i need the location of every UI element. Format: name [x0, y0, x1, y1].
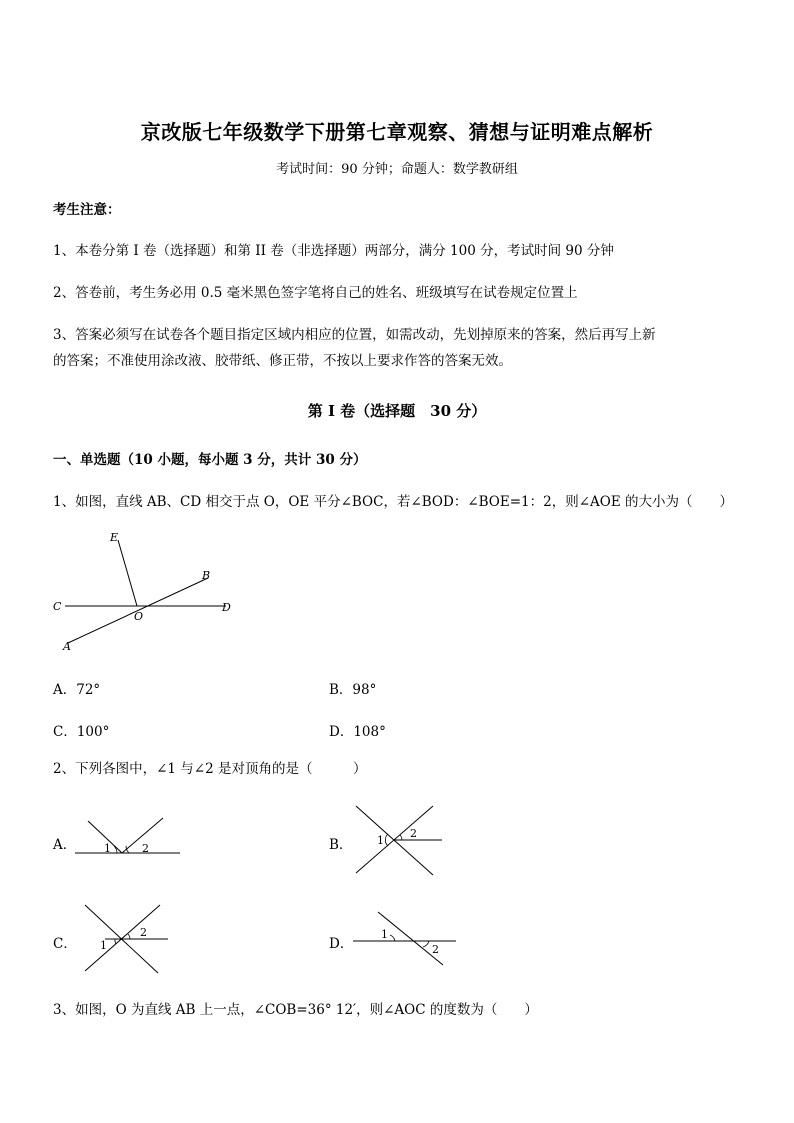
exam-info: 考试时间：90 分钟；命题人：数学教研组: [276, 162, 518, 177]
q2-option-a[interactable]: A．: [53, 837, 77, 853]
label-b: B: [202, 569, 211, 582]
notice-item-1: 1、本卷分第 I 卷（选择题）和第 II 卷（非选择题）两部分，满分 100 分，考试时间 90 分钟: [53, 243, 614, 259]
q2c-angle-2: 2: [140, 926, 147, 939]
q2-figure-c: [80, 900, 170, 978]
label-o: O: [134, 610, 144, 623]
q2-figure-d: [350, 905, 460, 970]
notice-item-3: 3、答案必须写在试卷各个题目指定区域内相应的位置，如需改动，先划掉原来的答案，然后再写上新: [53, 327, 656, 343]
question-2-text: 2、下列各图中，∠1 与∠2 是对顶角的是（ ）: [53, 761, 367, 777]
notice-heading: 考生注意：: [53, 202, 121, 218]
q2-option-c[interactable]: C．: [53, 936, 77, 952]
q1-option-b[interactable]: B．98°: [329, 682, 377, 698]
q1-option-d[interactable]: D．108°: [329, 724, 386, 740]
question-3-text: 3、如图，O 为直线 AB 上一点，∠COB=36° 12′，则∠AOC 的度数为（ ）: [53, 1002, 538, 1018]
document-title: 京改版七年级数学下册第七章观察、猜想与证明难点解析: [140, 120, 654, 144]
part-heading: 一、单选题（10 小题，每小题 3 分，共计 30 分）: [53, 452, 367, 468]
q2c-angle-1: 1: [100, 939, 107, 952]
q2b-angle-2: 2: [410, 827, 417, 840]
question-1-text: 1、如图，直线 AB、CD 相交于点 O，OE 平分∠BOC，若∠BOD：∠BOE=1：2，则∠AOE 的大小为（ ）: [53, 494, 733, 510]
q1-option-c[interactable]: C．100°: [53, 724, 110, 740]
notice-item-2: 2、答卷前，考生务必用 0.5 毫米黑色签字笔将自己的姓名、班级填写在试卷规定位置上: [53, 285, 578, 301]
q2a-angle-2: 2: [142, 842, 149, 855]
q2a-angle-1: 1: [104, 842, 111, 855]
q2-figure-b: [350, 800, 445, 880]
label-e: E: [110, 531, 119, 544]
section-title: 第 I 卷（选择题 30 分）: [307, 402, 487, 420]
q1-option-a[interactable]: A．72°: [53, 682, 101, 698]
label-a: A: [63, 640, 71, 653]
q2d-angle-2: 2: [432, 943, 439, 956]
q2-option-d[interactable]: D．: [329, 936, 354, 952]
ray-oe: [118, 540, 137, 606]
q2-figure-a: [70, 815, 185, 860]
label-c: C: [53, 600, 62, 613]
q2b-angle-1: 1: [377, 834, 384, 847]
question-1-figure: [48, 528, 248, 658]
q2d-angle-1: 1: [381, 928, 388, 941]
q2-option-b[interactable]: B．: [329, 837, 353, 853]
label-d: D: [222, 601, 231, 614]
notice-item-3-cont: 的答案；不准使用涂改液、胶带纸、修正带，不按以上要求作答的答案无效。: [53, 353, 512, 369]
